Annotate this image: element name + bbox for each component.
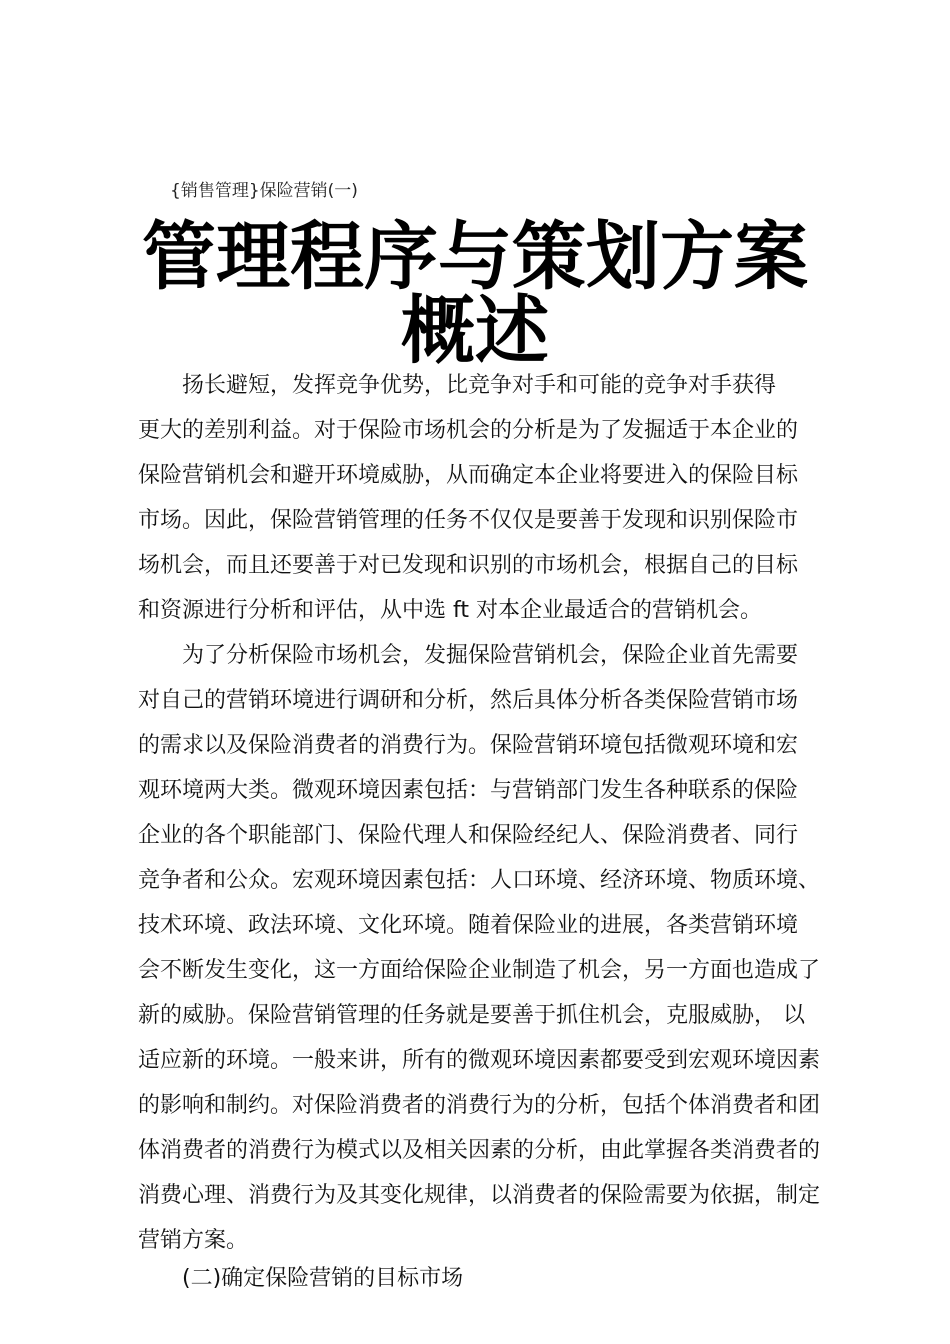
text-line: 扬长避短，发挥竞争优势，比竞争对手和可能的竞争对手获得 [182,373,777,398]
text-line: 营销方案。 [138,1228,249,1253]
text-line: 场机会，而且还要善于对已发现和识别的市场机会，根据自己的目标 [138,553,799,578]
text-line: (二)确定保险营销的目标市场 [182,1266,464,1291]
text-line: 保险营销机会和避开环境威胁，从而确定本企业将要进入的保险目标 [138,463,799,488]
section-heading-target-market [138,1256,818,1301]
text-line: 企业的各个职能部门、保险代理人和保险经纪人、保险消费者、同行 [138,823,799,848]
text-line: 消费心理、消费行为及其变化规律，以消费者的保险需要为依据，制定 [138,1183,821,1208]
text-line: 观环境两大类。微观环境因素包括：与营销部门发生各种联系的保险 [138,778,799,803]
text-line: 的需求以及保险消费者的消费行为。保险营销环境包括微观环境和宏 [138,733,799,758]
text-line: 会不断发生变化，这一方面给保险企业制造了机会，另一方面也造成了 [138,958,821,983]
text-line: 竞争者和公众。宏观环境因素包括：人口环境、经济环境、物质环境、 [138,868,821,893]
text-line: 对自己的营销环境进行调研和分析，然后具体分析各类保险营销市场 [138,688,799,713]
text-line: 体消费者的消费行为模式以及相关因素的分析，由此掌握各类消费者的 [138,1138,821,1163]
text-line: 新的威胁。保险营销管理的任务就是要善于抓住机会，克服威胁， 以 [138,1003,805,1028]
text-line: 更大的差别利益。对于保险市场机会的分析是为了发掘适于本企业的 [138,418,799,443]
text-line: 的影响和制约。对保险消费者的消费行为的分析，包括个体消费者和团 [138,1093,821,1118]
document-title-line-2: 概述 [401,288,549,374]
text-line: 技术环境、政法环境、文化环境。随着保险业的进展，各类营销环境 [138,913,799,938]
text-line: 和资源进行分析和评估，从中选 ft 对本企业最适合的营销机会。 [138,598,762,623]
text-line: 为了分析保险市场机会，发掘保险营销机会，保险企业首先需要 [182,643,799,668]
paragraph-market-opportunity [138,363,818,633]
text-line: 市场。因此，保险营销管理的任务不仅仅是要善于发现和识别保险市 [138,508,799,533]
paragraph-marketing-environment [138,633,821,1263]
text-line: 适应新的环境。一般来讲，所有的微观环境因素都要受到宏观环境因素 [138,1048,821,1073]
document-category-label: {销售管理}保险营销(一) [170,181,358,201]
document-title-line-1: 管理程序与策划方案 [142,214,808,300]
